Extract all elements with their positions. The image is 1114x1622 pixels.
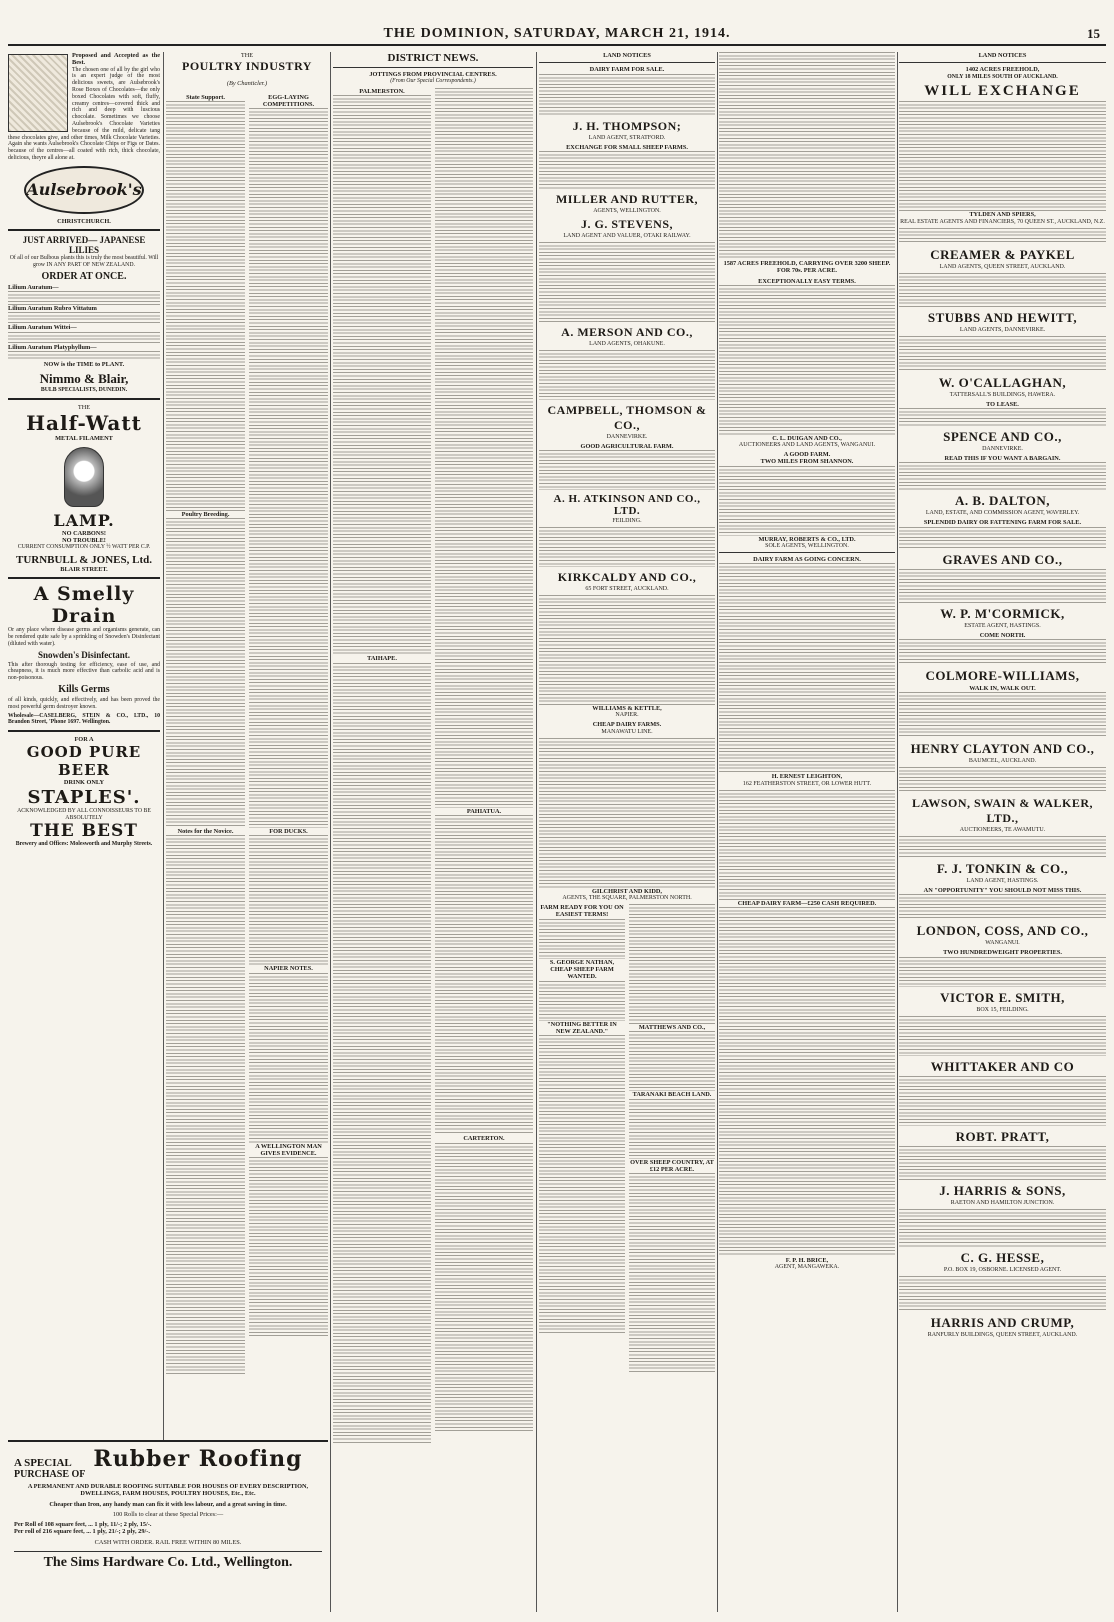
williams-sub: NAPIER. [615,712,639,719]
lilies-text: Of all of our Bulbous plants this is truly the most beautiful. Will grow IN ANY PART OF NEW ZEALAND. [9,255,159,268]
napier-notes-head: NAPIER NOTES. [264,965,313,973]
exchange-head: EXCHANGE FOR SMALL SHEEP FARMS. [566,143,688,151]
walk-in-out: WALK IN, WALK OUT. [969,684,1036,692]
creamer-sub: LAND AGENTS, QUEEN STREET, AUCKLAND. [939,263,1066,270]
merson-sub: LAND AGENTS, OHAKUNE. [589,340,665,347]
column-5-land-notices [719,52,895,1612]
column-2-poultry [166,52,328,1612]
lilium-rubro: Lilium Auratum Rubro Vittatum [8,304,97,312]
drink-only: DRINK ONLY [63,779,105,787]
lilium-wittei: Lilium Auratum Wittei— [8,324,77,332]
acre1587-head: 1587 ACRES FREEHOLD, CARRYING OVER 3200 SHEEP. FOR 70s. PER ACRE. [723,260,891,275]
will-exchange: WILL EXCHANGE [924,83,1081,100]
taihape-head: TAIHAPE. [367,655,397,663]
stevens-sub: LAND AGENT AND VALUER, OTAKI RAILWAY. [563,232,691,239]
victor-sub: BOX 15, FEILDING. [976,1006,1029,1013]
no-trouble: NO TROUBLE! [62,536,106,544]
rubber-special: A SPECIAL [14,1457,72,1469]
thompson-agent: J. H. THOMPSON; [572,118,682,133]
lilium-platyphyllum: Lilium Auratum Platyphyllum— [8,343,97,351]
murray-sub: SOLE AGENTS, WELLINGTON. [765,543,849,550]
turnbull-street: BLAIR STREET. [60,565,108,573]
thompson-sub: LAND AGENT, STRATFORD. [588,134,666,141]
harris-sons: J. HARRIS & SONS, [939,1182,1066,1198]
rubber-line2: Cheaper than Iron, any handy man can fix it with less labour, and a great saving in time. [49,1500,287,1508]
column-rule [330,52,331,1612]
campbell-sub: DANNEVIRKE. [606,433,648,440]
lamp-current: CURRENT CONSUMPTION ONLY ½ WATT PER C.P. [17,544,151,551]
pahiatua-head: PAHIATUA. [466,808,502,816]
ocallaghan-sub: TATTERSALL'S BUILDINGS, HAWERA. [949,391,1056,398]
murray-roberts: MURRAY, ROBERTS & CO., LTD. [758,535,856,543]
come-north: COME NORTH. [979,631,1026,639]
farm-ready: FARM READY FOR YOU ON EASIEST TERMS! [540,904,624,919]
rubber-line3: 100 Rolls to clear at these Special Prices:— [112,1510,224,1518]
dalton-agent: A. B. DALTON, [955,493,1050,509]
cheap-sheep-wanted: CHEAP SHEEP FARM WANTED. [550,965,614,981]
kirkcaldy-agent: KIRKCALDY AND CO., [557,570,697,585]
good-agri-head: GOOD AGRICULTURAL FARM. [580,442,674,450]
whittaker-agent: WHITTAKER AND CO [930,1058,1075,1074]
good-pure-beer: GOOD PURE BEER [26,743,142,780]
from-correspondents: (From Our Special Correspondents.) [390,78,476,85]
column-rule [536,52,537,1612]
taranaki-beach: TARANAKI BEACH LAND. [632,1091,712,1099]
column-rule [897,52,898,1612]
victor-smith: VICTOR E. SMITH, [940,989,1065,1005]
wellington-man-head: A WELLINGTON MAN GIVES EVIDENCE. [255,1142,322,1158]
tonkin-agent: F. J. TONKIN & CO., [936,861,1069,877]
ducks-head: FOR DUCKS. [269,828,308,836]
cheap-dairy-250: CHEAP DAIRY FARM—£250 CASH REQUIRED. [737,899,877,907]
read-this: READ THIS IF YOU WANT A BARGAIN. [944,454,1061,462]
rubber-price1: Per Roll of 108 square feet, ... 1 ply, 11/-; 2 ply, 15/-. [14,1521,152,1529]
masthead [8,26,1106,46]
column-rule [163,52,164,1612]
spence-agent: SPENCE AND CO., [943,428,1062,444]
harris-crump: HARRIS AND CRUMP, [930,1314,1075,1330]
brewery-text: Brewery and Offices: Molesworth and Murphy Streets. [15,841,153,848]
notes-novice-head: Notes for the Novice. [177,828,234,836]
leighton-agent: H. ERNEST LEIGHTON, [771,773,843,781]
good-farm: A GOOD FARM. [783,451,831,459]
aulsebrook-logo: Aulsebrook's [24,166,144,214]
harris-crump-sub: RANFURLY BUILDINGS, QUEEN STREET, AUCKLAND. [927,1331,1078,1338]
staples-title: STAPLES'. [27,786,141,808]
rubber-title: Rubber Roofing [93,1446,303,1472]
page-number: 15 [1087,26,1100,41]
column-3-district-news [333,52,533,1612]
lamp-illustration [64,447,104,507]
brice-agent: F. P. H. BRICE, [785,1256,829,1264]
leighton-sub: 162 FEATHERSTON STREET, OR LOWER HUTT. [742,780,872,787]
atkinson-sub: FEILDING. [612,518,642,525]
poultry-breeding-head: Poultry Breeding. [181,510,230,518]
spence-sub: DANNEVIRKE. [982,445,1023,452]
rubber-purchase: PURCHASE OF [14,1469,86,1480]
the-best: THE BEST [30,821,138,842]
palmerston-head: PALMERSTON. [359,88,405,96]
poultry-byline: (By Chanticler.) [226,80,268,88]
lilium-auratum: Lilium Auratum— [8,283,59,291]
jottings-head: JOTTINGS FROM PROVINCIAL CENTRES. [369,71,497,78]
wholesale-text: Wholesale—CASELBERG, STEIN & CO., LTD., 10 Brandon Street, 'Phone 1697. Wellington. [8,712,160,726]
pratt-agent: ROBT. PRATT, [955,1128,1050,1144]
atkinson-agent: A. H. ATKINSON AND CO., LTD. [553,493,701,518]
cheap-dairy-head: CHEAP DAIRY FARMS. [592,721,662,729]
two-hundred-head: TWO HUNDREDWEIGHT PROPERTIES. [943,949,1062,957]
drain-title: Drain [51,605,117,628]
lawson-sub: AUCTIONEERS, TE AWAMUTU. [959,827,1046,834]
nimmo-blair: Nimmo & Blair, [39,371,129,387]
poultry-title: POULTRY INDUSTRY [182,59,312,74]
duigan-agent: C. L. DUIGAN AND CO., [772,434,842,442]
opportunity-head: AN "OPPORTUNITY" YOU SHOULD NOT MISS THIS. [923,887,1082,895]
lamp-the: THE [77,403,91,411]
sims-hardware: The Sims Hardware Co. Ltd., Wellington. [14,1551,322,1571]
gilchrist-kidd: GILCHRIST AND KIDD, [591,887,663,895]
splendid-farm: SPLENDID DAIRY OR FATTENING FARM FOR SALE. [923,519,1082,527]
masthead-title: THE DOMINION, SATURDAY, MARCH 21, 1914. [383,26,731,41]
nathan-agent: S. GEORGE NATHAN, [549,958,615,966]
mccormick-agent: W. P. M'CORMICK, [940,605,1065,621]
dairy-going-concern: DAIRY FARM AS GOING CONCERN. [753,556,861,564]
miller-sub: AGENTS, WELLINGTON. [593,207,661,214]
state-support-head: State Support. [186,93,225,101]
lilies-heading: JUST ARRIVED— JAPANESE LILIES [22,235,146,256]
land-notices-head: LAND NOTICES [603,52,651,59]
tylden-sub: REAL ESTATE AGENTS AND FINANCIERS, 70 QUEEN ST., AUCKLAND, N.Z. [900,218,1105,225]
column-4-land-notices [539,52,715,1612]
harris-sub: RAETON AND HAMILTON JUNCTION. [950,1199,1055,1206]
order-at-once: ORDER AT ONCE. [41,270,127,282]
brice-sub: AGENT, MANGAWEKA. [774,1264,840,1271]
hesse-sub: P.O. BOX 19, OSBORNE. LICENSED AGENT. [943,1266,1062,1273]
manawatu-line: MANAWATU LINE. [601,728,653,735]
creamer-paykel: CREAMER & PAYKEL [930,246,1075,262]
acre1402-head: 1402 ACRES FREEHOLD, [965,66,1040,74]
matthews-agent: MATTHEWS AND CO., [638,1024,706,1032]
tonkin-sub: LAND AGENT, HASTINGS. [966,878,1039,885]
no-carbons: NO CARBONS! [62,529,106,537]
graves-agent: GRAVES AND CO., [942,551,1063,567]
lawson-swain: LAWSON, SWAIN & WALKER, LTD., [912,796,1093,826]
plant-time: NOW is the TIME to PLANT. [43,360,125,368]
rubber-cash: CASH WITH ORDER. RAIL FREE WITHIN 80 MILES. [94,1538,242,1546]
williams-kettle: WILLIAMS & KETTLE, [592,705,662,713]
rubber-line1: A PERMANENT AND DURABLE ROOFING SUITABLE FOR HOUSES OF EVERY DESCRIPTION, DWELLINGS, FARM HOUSES, POULTRY HOUSES, Etc., Etc. [27,1483,309,1498]
london-sub: WANGANUI. [985,940,1020,947]
dairy-farm-sale: DAIRY FARM FOR SALE. [589,66,665,74]
exceptionally-easy: EXCEPTIONALLY EASY TERMS. [758,277,856,285]
land-notices-head-6: LAND NOTICES [978,52,1027,59]
district-news-title: DISTRICT NEWS. [387,52,479,64]
smelly-title: A Smelly [33,583,135,606]
london-coss: LONDON, COSS, AND CO., [916,923,1089,939]
carterton-head: CARTERTON. [463,1135,505,1143]
merson-agent: A. MERSON AND CO., [561,324,693,339]
aulsebrook-ad-heading: Proposed and Accepted as the Best. [72,52,160,67]
rubber-roofing-ad [8,1440,328,1612]
column-6-land-notices [899,52,1106,1612]
gilchrist-sub: AGENTS, THE SQUARE, PALMERSTON NORTH. [562,895,692,902]
lamp-word: LAMP. [53,510,115,530]
ocallaghan-agent: W. O'CALLAGHAN, [938,374,1067,390]
mccormick-sub: ESTATE AGENT, HASTINGS. [964,622,1041,629]
over-sheep: OVER SHEEP COUNTRY, AT £12 PER ACRE. [630,1158,714,1173]
stubbs-sub: LAND AGENTS, DANNEVIRKE. [959,326,1046,333]
for-a: FOR A [74,736,94,744]
henry-clayton: HENRY CLAYTON AND CO., [910,741,1095,757]
snowden-text: This after thorough testing for efficiency, ease of use, and cheapness, it is much more effective than carbolic acid and is non-poisonous. [8,661,160,682]
column-rule [717,52,718,1612]
poultry-the: THE [240,52,254,59]
rubber-price2: Per roll of 216 square feet, ... 1 ply, 21/-; 2 ply, 29/-. [14,1528,150,1536]
kills-germs: Kills Germs [58,683,110,695]
stubbs-hewitt: STUBBS AND HEWITT, [927,309,1078,325]
aulsebrook-city: CHRISTCHURCH. [57,217,111,225]
hesse-agent: C. G. HESSE, [960,1249,1045,1265]
snowden-name: Snowden's Disinfectant. [37,649,130,660]
colmore-williams: COLMORE-WILLIAMS, [925,667,1080,683]
metal-filament: METAL FILAMENT [55,435,113,443]
to-lease: TO LEASE. [986,400,1019,408]
kills-text: of all kinds, quickly, and effectively, and has been proved the most powerful germ destroyer known. [8,696,160,710]
smelly-text: Or any place where disease germs and organisms generate, can be rendered quite safe by a sprinkling of Snowden's Disinfectant (diluted with water). [8,627,160,647]
tylden-spiers: TYLDEN AND SPIERS, [969,211,1036,219]
couple-illustration [8,54,68,132]
nimmo-sub: BULB SPECIALISTS, DUNEDIN. [40,387,128,394]
only18-head: ONLY 18 MILES SOUTH OF AUCKLAND. [947,73,1058,80]
campbell-agent: CAMPBELL, THOMSON & CO., [547,402,707,432]
henry-sub: BAUMCEL, AUCKLAND. [968,758,1037,765]
stevens-agent: J. G. STEVENS, [580,216,674,231]
nothing-better: "NOTHING BETTER IN NEW ZEALAND." [547,1020,617,1035]
turnbull-jones: TURNBULL & JONES, Ltd. [15,553,152,566]
two-miles-shannon: TWO MILES FROM SHANNON. [760,458,854,466]
duigan-sub: AUCTIONEERS AND LAND AGENTS, WANGANUI. [738,442,876,449]
aulsebrook-ad-text: The chosen one of all by the girl who is an expert judge of the most delicious sweets, are Aulsebrook's Rose Boxes of Chocolates—the only boxed Chocolates with soft, fluffy, creamy centres—covered thick and rich and deep with luscious chocolate. Sometimes we choose Aulsebrook's Chocolate Varieties because of the mild, delicate tang these chocolates give, and other times, Milk Chocolate Varieties. Again she wants Aulsebrook's Chocolate Chips or Figs or Dates. because of the centres—all coated with rich, thick chocolate, delicious, theyre all alone at. [8,66,160,161]
egg-laying-head: EGG-LAYING COMPETITIONS. [262,93,315,108]
miller-rutter: MILLER AND RUTTER, [555,191,699,206]
half-watt-title: Half-Watt [26,411,142,436]
column-1-advertisements [8,52,160,1612]
dalton-sub: LAND, ESTATE, AND COMMISSION AGENT, WAVERLEY. [925,510,1080,517]
kirkcaldy-sub: 65 FORT STREET, AUCKLAND. [585,586,669,593]
acknowledged-text: ACKNOWLEDGED BY ALL CONNOISSEURS TO BE ABSOLUTELY [17,807,151,821]
